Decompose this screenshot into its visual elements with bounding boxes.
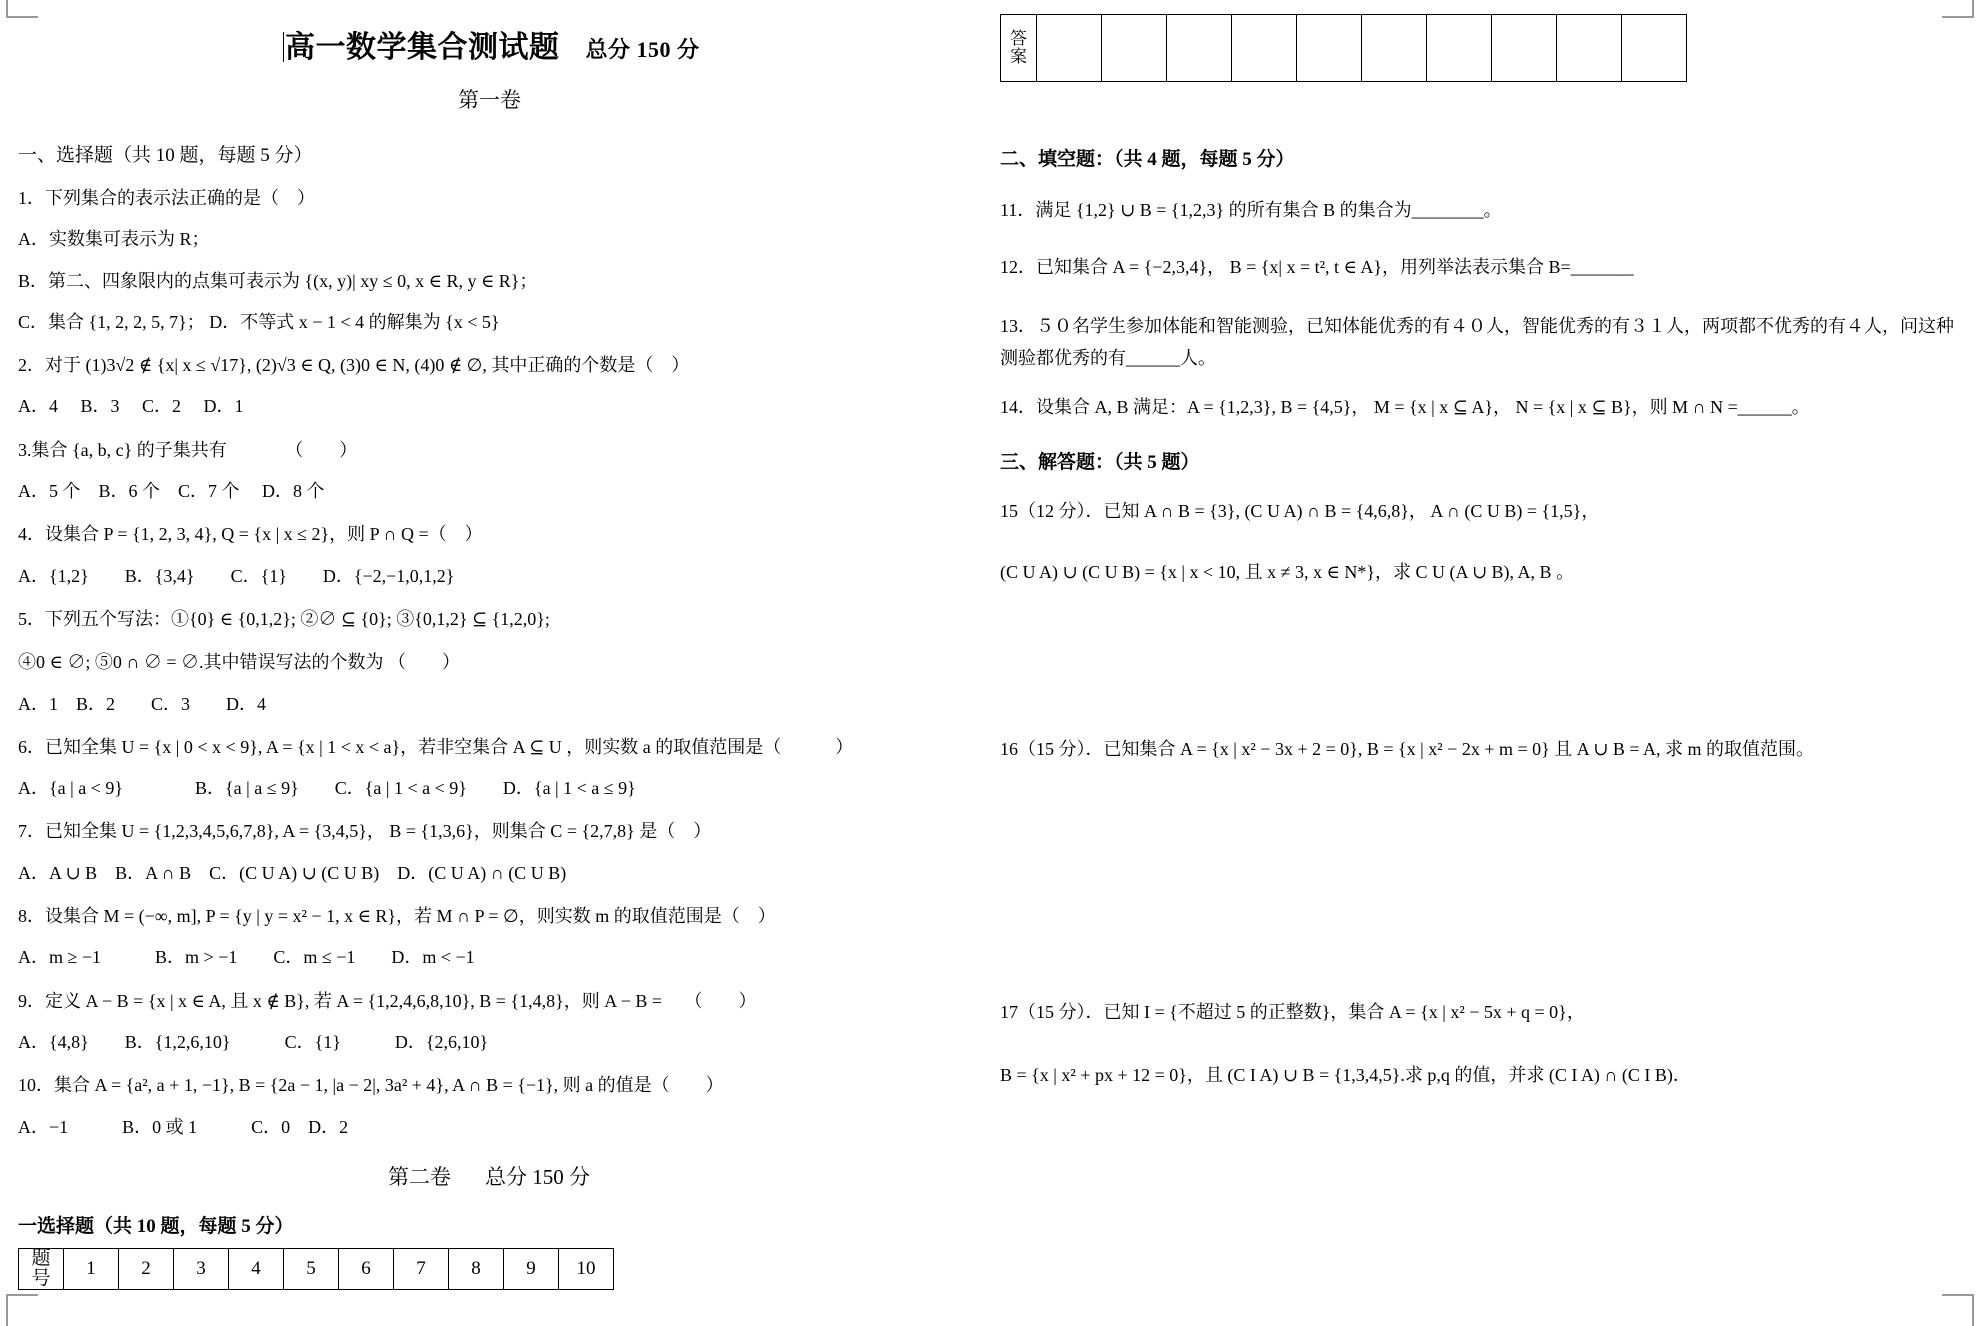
question-number-cell-5: 5 — [284, 1248, 339, 1289]
answer-cell-8[interactable] — [1492, 15, 1557, 82]
question-5-options: A．1 B．2 C．3 D．4 — [18, 693, 267, 714]
answer-cell-9[interactable] — [1557, 15, 1622, 82]
question-2-stem: 2．对于 (1)3√2 ∉ {x| x ≤ √17}, (2)√3 ∈ Q, (3)0 ∈ N, (4)0 ∉ ∅, 其中正确的个数是（ ） — [18, 355, 690, 376]
answer-row-header-char-2: 案 — [1010, 47, 1027, 66]
table-row — [1001, 15, 1687, 82]
answer-row-header — [1001, 15, 1037, 82]
question-number-cell-10: 10 — [559, 1248, 614, 1289]
question-number-header-char-1: 题 — [31, 1247, 51, 1269]
answer-row-header-char-1: 答 — [1010, 29, 1027, 49]
question-10-stem: 10．集合 A = {a², a + 1, −1}, B = {2a − 1, |a − 2|, 3a² + 4}, A ∩ B = {−1}, 则 a 的值是（ ） — [18, 1075, 724, 1096]
answer-space-16 — [1000, 763, 1965, 913]
text-cursor — [283, 32, 284, 62]
question-number-cell-4: 4 — [229, 1248, 284, 1289]
solve-question-16-line1: 16（15 分）．已知集合 A = {x | x² − 3x + 2 = 0}, B = {x | x² − 2x + m = 0} 且 A ∪ B = A, 求 m 的取值范围。 — [1000, 739, 1815, 759]
section-choice-heading: 一、选择题（共 10 题，每题 5 分） — [18, 145, 313, 166]
fill-question-12: 12．已知集合 A = {−2,3,4}， B = {x| x = t², t ∈ A}，用列举法表示集合 B=_______ — [1000, 257, 1634, 277]
answer-cell-7[interactable] — [1427, 15, 1492, 82]
question-9-options: A．{4,8} B．{1,2,6,10} C．{1} D．{2,6,10} — [18, 1031, 489, 1052]
left-column — [18, 0, 978, 1290]
spacer — [1000, 82, 1965, 124]
question-5-stem-cont: ④0 ∈ ∅; ⑤0 ∩ ∅ = ∅.其中错误写法的个数为 （ ） — [18, 652, 460, 673]
solve-question-15-line2: (C U A) ∪ (C U B) = {x | x < 10, 且 x ≠ 3, x ∈ N*}，求 C U (A ∪ B), A, B 。 — [1000, 562, 1575, 582]
question-9-stem: 9．定义 A − B = {x | x ∈ A, 且 x ∉ B}, 若 A = {1,2,4,6,8,10}, B = {1,4,8}，则 A − B = （ ） — [18, 990, 757, 1011]
question-number-cell-2: 2 — [119, 1248, 174, 1289]
question-1-option-cd: C．集合 {1, 2, 2, 5, 7}； D．不等式 x − 1 < 4 的解集为 {x < 5} — [18, 311, 500, 332]
question-number-header-char-2: 号 — [31, 1267, 51, 1289]
question-3-options: A．5 个 B．6 个 C．7 个 D．8 个 — [18, 481, 325, 502]
question-2-options: A．4 B．3 C．2 D．1 — [18, 396, 244, 417]
question-number-cell-8: 8 — [449, 1248, 504, 1289]
question-4-options: A．{1,2} B．{3,4} C．{1} D．{−2,−1,0,1,2} — [18, 565, 455, 586]
question-1-option-a: A．实数集可表示为 R； — [18, 229, 210, 250]
answer-cell-10[interactable] — [1622, 15, 1687, 82]
question-6-stem: 6．已知全集 U = {x | 0 < x < 9}, A = {x | 1 < x < a}，若非空集合 A ⊆ U ，则实数 a 的取值范围是（ ） — [18, 736, 854, 757]
fill-question-14: 14．设集合 A, B 满足：A = {1,2,3}, B = {4,5}， M = {x | x ⊆ A}， N = {x | x ⊆ B}，则 M ∩ N =______。 — [1000, 397, 1810, 417]
question-8-stem: 8．设集合 M = (−∞, m], P = {y | y = x² − 1, x ∈ R}，若 M ∩ P = ∅，则实数 m 的取值范围是（ ） — [18, 906, 776, 927]
answer-space-15 — [1000, 586, 1965, 736]
question-8-options: A．m ≥ −1 B．m > −1 C．m ≤ −1 D．m < −1 — [18, 947, 475, 968]
question-5-stem: 5．下列五个写法：①{0} ∈ {0,1,2}; ②∅ ⊆ {0}; ③{0,1,2} ⊆ {1,2,0}; — [18, 608, 550, 629]
volume-two-choice-heading: 一选择题（共 10 题，每题 5 分） — [18, 1215, 294, 1237]
answer-cell-1[interactable] — [1037, 15, 1102, 82]
question-number-cell-1: 1 — [64, 1248, 119, 1289]
question-7-stem: 7．已知全集 U = {1,2,3,4,5,6,7,8}, A = {3,4,5}， B = {1,3,6}，则集合 C = {2,7,8} 是（ ） — [18, 821, 712, 842]
fill-question-13: 13．５０名学生参加体能和智能测验，已知体能优秀的有４０人，智能优秀的有３１人，两项都不优秀的有４人，问这种测验都优秀的有______人。 — [1000, 316, 1954, 368]
question-3-stem: 3.集合 {a, b, c} 的子集共有 （ ） — [18, 439, 358, 460]
question-number-header — [19, 1248, 64, 1289]
section-solve-heading: 三、解答题：（共 5 题） — [1000, 452, 1200, 473]
crop-mark-bottom-right — [1942, 1294, 1974, 1326]
question-7-options: A．A ∪ B B．A ∩ B C．(C U A) ∪ (C U B) D．(C U A) ∩ (C U B) — [18, 862, 567, 883]
question-number-table — [18, 1248, 614, 1290]
crop-mark-bottom-left — [6, 1294, 38, 1326]
answer-space-16b — [1000, 913, 1965, 999]
fill-question-11: 11．满足 {1,2} ∪ B = {1,2,3} 的所有集合 B 的集合为________。 — [1000, 200, 1502, 220]
answer-cell-5[interactable] — [1297, 15, 1362, 82]
title-text: 高一数学集合测试题 — [285, 31, 560, 64]
question-10-options: A．−1 B．0 或 1 C．0 D．2 — [18, 1116, 349, 1137]
answer-cell-4[interactable] — [1232, 15, 1297, 82]
volume-two-label: 第二卷 — [388, 1164, 451, 1189]
question-1-stem: 1．下列集合的表示法正确的是（ ） — [18, 188, 315, 208]
question-6-options: A．{a | a < 9} B．{a | a ≤ 9} C．{a | 1 < a < 9} D．{a | 1 < a ≤ 9} — [18, 778, 636, 799]
volume-two-heading — [18, 1161, 978, 1191]
answer-cell-2[interactable] — [1102, 15, 1167, 82]
solve-question-15-line1: 15（12 分）．已知 A ∩ B = {3}, (C U A) ∩ B = {4,6,8}， A ∩ (C U B) = {1,5}， — [1000, 501, 1600, 521]
question-1-option-b: B．第二、四象限内的点集可表示为 {(x, y)| xy ≤ 0, x ∈ R, y ∈ R}； — [18, 270, 538, 291]
page-title — [18, 22, 978, 66]
table-row — [19, 1248, 614, 1289]
solve-question-17-line2: B = {x | x² + px + 12 = 0}，且 (C I A) ∪ B = {1,3,4,5}.求 p,q 的值，并求 (C I A) ∩ (C I B)． — [1000, 1065, 1691, 1085]
answer-cell-3[interactable] — [1167, 15, 1232, 82]
question-number-cell-7: 7 — [394, 1248, 449, 1289]
question-4-stem: 4．设集合 P = {1, 2, 3, 4}, Q = {x | x ≤ 2}，则 P ∩ Q =（ ） — [18, 524, 483, 545]
answer-sheet-table — [1000, 14, 1687, 82]
question-number-cell-6: 6 — [339, 1248, 394, 1289]
title-total-score: 总分 150 分 — [585, 37, 700, 62]
question-number-cell-3: 3 — [174, 1248, 229, 1289]
question-number-cell-9: 9 — [504, 1248, 559, 1289]
right-column — [1000, 0, 1965, 1089]
solve-question-17-line1: 17（15 分）．已知 I = {不超过 5 的正整数}，集合 A = {x | x² − 5x + q = 0}， — [1000, 1002, 1585, 1022]
volume-one-heading: 第一卷 — [458, 88, 521, 112]
section-fill-heading: 二、填空题：（共 4 题，每题 5 分） — [1000, 149, 1295, 170]
volume-two-score: 总分 150 分 — [485, 1164, 590, 1189]
answer-cell-6[interactable] — [1362, 15, 1427, 82]
